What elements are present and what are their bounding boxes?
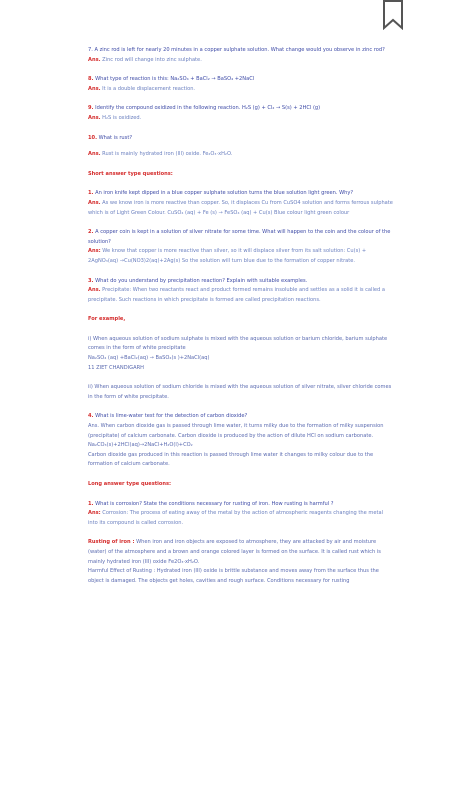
question-9: 9. Identify the compound oxidized in the following reaction. H₂S (g) + Cl₂ → S(s) + 2HCl (g) Ans. H₂S is oxidized. xyxy=(88,105,321,121)
short-question-1: 1. An iron knife kept dipped in a blue copper sulphate solution turns the blue solution light green. Why? Ans. As we know iron is more reactive than copper. So, it displaces Cu from CuSO4 solution and forms ferrous sulphate which is of Light Green Colour. CuSO₄ (aq) + Fe (s) → FeSO₄ (aq) + Cu(s) Blue colour light green colour xyxy=(88,190,393,216)
page-footer-line: 11 ZIET CHANDIGARH xyxy=(88,364,144,371)
example-ii: ii) When aqueous solution of sodium chloride is mixed with the aqueous solution of silver nitrate, silver chloride comes in the form of white precipitate. xyxy=(88,384,392,400)
document-content xyxy=(88,46,394,586)
short-question-3: 3. What do you understand by precipitation reaction? Explain with suitable examples. Ans. Precipitate: When two reactants react and product formed remains insoluble and settles as a solid it is called a precipitate. Such reactions in which precipitate is formed are called precipitation reactions. xyxy=(88,277,385,303)
question-8: 8. What type of reaction is this: Na₂SO₄ + BaCl₂ → BaSO₄ +2NaCl Ans. It is a double displacement reaction. xyxy=(88,76,255,92)
rusting-paragraph: Rusting of iron : When iron and iron objects are exposed to atmosphere, they are attacked by air and moisture (water) of the atmosphere and a brown and orange colored layer is formed on the surface. It is called rust which is mainly hydrated iron (III) oxide Fe2O₃·xH₂O. Harmful Effect of Rusting : Hydrated iron (III) oxide is brittle substance and moves away from the surface thus the object is damaged. The objects get holes, cavities and rough surface. Conditions necessary for rusting xyxy=(88,539,381,584)
example-heading: For example, xyxy=(88,316,126,323)
long-question-1: 1. What is corrosion? State the conditions necessary for rusting of iron. How rusting is harmful ? Ans: Corrosion: The process of eating away of the metal by the action of atmospheric reagents changing the metal into its compound is called corrosion. xyxy=(88,500,384,526)
question-10: 10. What is rust? xyxy=(88,134,133,141)
bookmark-icon[interactable] xyxy=(381,0,405,30)
example-i: i) When aqueous solution of sodium sulphate is mixed with the aqueous solution or barium chloride, barium sulphate comes in the form of white precipitate xyxy=(88,335,388,352)
question-7: 7. A zinc rod is left for nearly 20 minutes in a copper sulphate solution. What change would you observe in zinc rod? Ans. Zinc rod will change into zinc sulphate. xyxy=(88,47,385,63)
example-i-equation: Na₂SO₄ (aq) +BaCl₂(aq) → BaSO₄(s )+2NaCl(aq) xyxy=(88,355,210,362)
long-answer-heading: Long answer type questions: xyxy=(88,481,172,487)
short-answer-heading: Short answer type questions: xyxy=(88,170,173,177)
answer-10: Ans. Rust is mainly hydrated iron (III) oxide. Fe₂O₃·xH₂O. xyxy=(88,151,233,158)
short-question-4: 4. What is lime-water test for the detection of carbon dioxide? Ans. When carbon dioxide gas is passed through lime water, it turns milky due to the formation of milky suspension (precipitate) of calcium carbonate. Carbon dioxide is produced by the action of dilute HCl on sodium carbonate. Na₂CO₃(s)+2HCl(aq)→2NaCl+H₂O(l)+CO₂ Carbon dioxide gas produced in this reaction is passed through lime water it changes to milky colour due to the formation of calcium carbonate. xyxy=(88,413,384,468)
short-question-2: 2. A copper coin is kept in a solution of silver nitrate for some time. What will happen to the coin and the colour of the solution? Ans: We know that copper is more reactive than silver, so it will displace silver from its salt solution: Cu(s) + 2AgNO₃(aq) →Cu(NO3)2(aq)+2Ag(s) So the solution will turn blue due to the formation of copper nitrate. xyxy=(88,229,391,264)
